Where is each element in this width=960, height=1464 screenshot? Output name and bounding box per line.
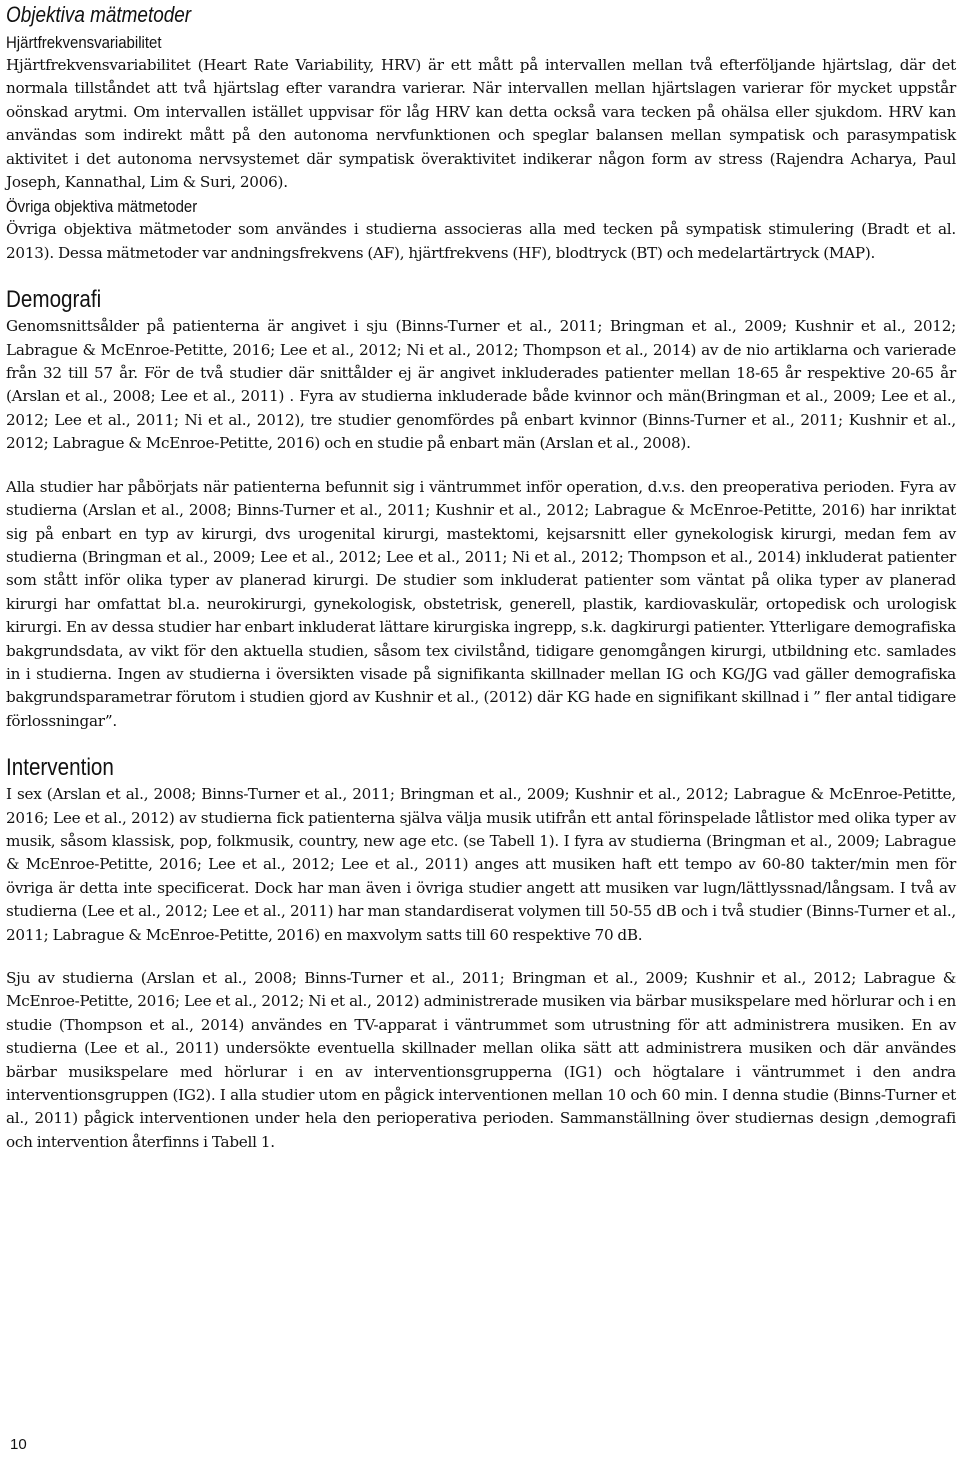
paragraph-demographics-2: Alla studier har påbörjats när patienterna befunnit sig i väntrummet inför operation, d.v.s. den preoperativa perioden. Fyra av studierna (Arslan et al., 2008; Binns-Turner et al., 2011; Kushnir et al., 2012; Labrague & McEnroe-Petitte, 2016) har inriktat sig på enbart en typ av kirurgi, dvs urogenital kirurgi, mastektomi, kejsarsnitt eller gynekologisk kirurgi, medan fem av studierna (Bringman et al., 2009; Lee et al., 2012; Lee et al., 2011; Ni et al., 2012; Thompson et al., 2014) inkluderat patienter som stått inför olika typer av planerad kirurgi. De studier som inkluderat patienter som väntat på olika typer av planerad kirurgi har omfattat bl.a. neurokirurgi, gynekologisk, obstetrisk, generell, plastik, kardiovaskulär, ortopedisk och urologisk kirurgi. En av dessa studier har enbart inkluderat lättare kirurgiska ingrepp, s.k. dagkirurgi patienter. Ytterligare demografiska bakgrundsdata, av vikt för den aktuella studien, såsom tex civilstånd, tidigare genomgången kirurgi, utbildning etc. samlades in i studierna. Ingen av studierna i översikten visade på signifikanta skillnader mellan IG och KG/JG vad gäller demografiska bakgrundsparametrar förutom i studien gjord av Kushnir et al., (2012) där KG hade en signifikant skillnad i ” fler antal tidigare förlossningar”. (6, 477, 956, 730)
paragraph-other-objective-methods: Övriga objektiva mätmetoder som användes i studierna associeras alla med tecken på sympatisk stimulering (Bradt et al. 2013). Dessa mätmetoder var andningsfrekvens (AF), hjärtfrekvens (HF), blodtryck (BT) och medelartärtryck (MAP). (6, 220, 956, 262)
page-number: 10 (10, 1436, 27, 1453)
heading-objective-methods: Objektiva mätmetoder (6, 2, 192, 27)
document-page (6, 0, 956, 1154)
paragraph-intervention-1: I sex (Arslan et al., 2008; Binns-Turner et al., 2011; Bringman et al., 2009; Kushnir et al., 2012; Labrague & McEnroe-Petitte, 2016; Lee et al., 2012) av studierna fick patienterna själva välja musik utifrån ett antal förinspelade låtlistor med olika typer av musik, såsom klassisk, pop, folkmusik, country, new age etc. (se Tabell 1). I fyra av studierna (Bringman et al., 2009; Labrague & McEnroe-Petitte, 2016; Lee et al., 2012; Lee et al., 2011) anges att musiken haft ett tempo av 60-80 takter/min men för övriga är detta inte specificerat. Dock har man även i övriga studier angett att musiken var lugn/lättlyssnad/långsam. I två av studierna (Lee et al., 2012; Lee et al., 2011) har man standardiserat volymen till 50-55 dB och i två studier (Binns-Turner et al., 2011; Labrague & McEnroe-Petitte, 2016) en maxvolym satts till 60 respektive 70 dB. (6, 785, 956, 944)
paragraph-intervention-2: Sju av studierna (Arslan et al., 2008; Binns-Turner et al., 2011; Bringman et al., 2009; Kushnir et al., 2012; Labrague & McEnroe-Petitte, 2016; Lee et al., 2012; Ni et al., 2012) administrerade musiken via bärbar musikspelare med hörlurar och i en studie (Thompson et al., 2014) användes en TV-apparat i väntrummet som utrustning för att administrera musiken. En av studierna (Lee et al., 2011) undersökte eventuella skillnader mellan olika sätt att administrera musiken och där användes bärbar musikspelare med hörlurar i en av interventionsgrupperna (IG1) och högtalare i väntrummet i den andra interventionsgruppen (IG2). I alla studier utom en pågick interventionen mellan 10 och 60 min. I denna studie (Binns-Turner et al., 2011) pågick interventionen under hela den perioperativa perioden. Sammanställning över studiernas design ,demografi och intervention återfinns i Tabell 1. (6, 969, 956, 1151)
paragraph-hrv: Hjärtfrekvensvariabilitet (Heart Rate Variability, HRV) är ett mått på intervallen mellan två efterföljande hjärtslag, där det normala tillståndet att två hjärtslag efter varandra varierar. När intervallen mellan hjärtslagen varierar för mycket uppstår oönskad arytmi. Om intervallen istället uppvisar för låg HRV kan detta också vara tecken på ohälsa eller sjukdom. HRV kan användas som indirekt mått på den autonoma nervfunktionen och speglar balansen mellan sympatisk och parasympatisk aktivitet i det autonoma nervsystemet där sympatisk överaktivitet indikerar någon form av stress (Rajendra Acharya, Paul Joseph, Kannathal, Lim & Suri, 2006). (6, 56, 956, 192)
heading-intervention: Intervention (6, 754, 114, 782)
heading-demographics: Demografi (6, 286, 102, 314)
paragraph-demographics-1: Genomsnittsålder på patienterna är angivet i sju (Binns-Turner et al., 2011; Bringman et al., 2009; Kushnir et al., 2012; Labrague & McEnroe-Petitte, 2016; Lee et al., 2012; Ni et al., 2012; Thompson et al., 2014) av de nio artiklarna och varierade från 32 till 57 år. För de två studier där snittålder ej är angivet inkluderades patienter mellan 18-65 år respektive 20-65 år (Arslan et al., 2008; Lee et al., 2011) . Fyra av studierna inkluderade både kvinnor och män(Bringman et al., 2009; Lee et al., 2012; Lee et al., 2011; Ni et al., 2012), tre studier genomfördes på enbart kvinnor (Binns-Turner et al., 2011; Kushnir et al., 2012; Labrague & McEnroe-Petitte, 2016) och en studie på enbart män (Arslan et al., 2008). (6, 317, 956, 453)
heading-hrv: Hjärtfrekvensvariabilitet (6, 33, 162, 52)
heading-other-objective-methods: Övriga objektiva mätmetoder (6, 197, 198, 217)
